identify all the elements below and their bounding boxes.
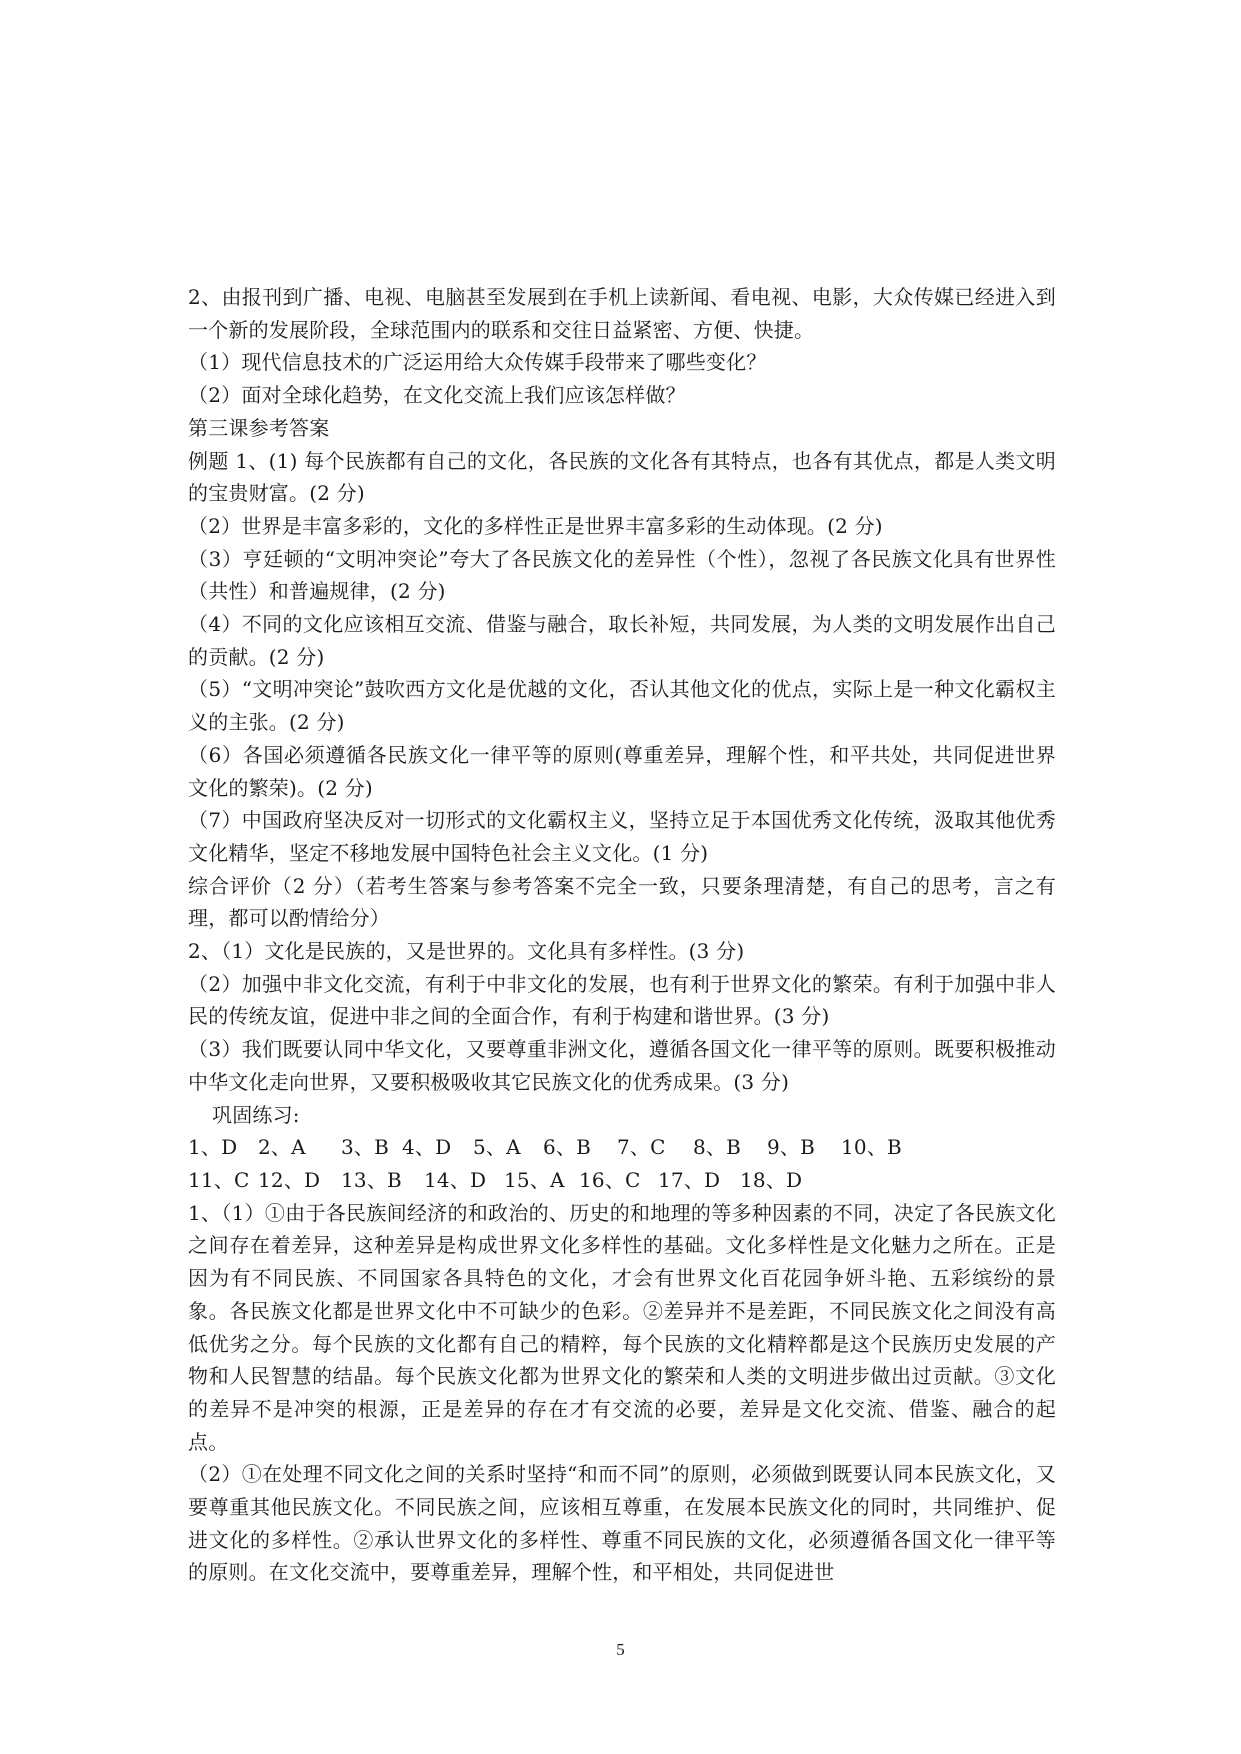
example-1-part-3: （3）亨廷顿的“文明冲突论”夸大了各民族文化的差异性（个性），忽视了各民族文化具有世界性（共性）和普遍规律，(2 分) xyxy=(188,546,1056,604)
mc-answer: 15、A xyxy=(504,1167,565,1192)
example-1-part-7: （7）中国政府坚决反对一切形式的文化霸权主义，坚持立足于本国优秀文化传统，汲取其他优秀文化精华，坚定不移地发展中国特色社会主义文化。(1 分) xyxy=(188,808,1056,865)
mc-answer: 4、D xyxy=(402,1135,452,1160)
example-1-part-2: （2）世界是丰富多彩的，文化的多样性正是世界丰富多彩的生动体现。(2 分) xyxy=(188,513,883,538)
mc-answer: 11、C xyxy=(188,1167,250,1192)
example-1-evaluation: 综合评价（2 分）（若考生答案与参考答案不完全一致，只要条理清楚，有自己的思考，言之有理，都可以酌情给分） xyxy=(188,873,1056,931)
answers-section-title: 第三课参考答案 xyxy=(188,415,330,440)
example-2-part-1: 2、（1）文化是民族的，又是世界的。文化具有多样性。(3 分) xyxy=(188,939,745,964)
mc-answer: 16、C xyxy=(579,1167,641,1192)
mc-answer: 2、A xyxy=(258,1135,306,1160)
document-body xyxy=(188,281,1056,1589)
question-2-sub-1: （1）现代信息技术的广泛运用给大众传媒手段带来了哪些变化？ xyxy=(188,350,767,375)
example-1-part-6: （6）各国必须遵循各民族文化一律平等的原则(尊重差异，理解个性，和平共处，共同促进世界文化的繁荣)。(2 分) xyxy=(188,742,1056,800)
page-number: 5 xyxy=(616,1640,625,1659)
mc-answer: 14、D xyxy=(424,1167,487,1192)
practice-title: 巩固练习: xyxy=(212,1102,300,1127)
mc-answer: 7、C xyxy=(617,1135,666,1160)
mc-answer: 5、A xyxy=(473,1135,521,1160)
mc-answer: 9、B xyxy=(767,1135,816,1160)
multiple-choice-row-1 xyxy=(188,1131,1056,1164)
mc-answer: 6、B xyxy=(543,1135,592,1160)
mc-answer: 17、D xyxy=(658,1167,721,1192)
example-1-part-4: （4）不同的文化应该相互交流、借鉴与融合，取长补短，共同发展，为人类的文明发展作出自己的贡献。(2 分) xyxy=(188,612,1056,669)
question-2-intro: 2、由报刊到广播、电视、电脑甚至发展到在手机上读新闻、看电视、电影，大众传媒已经进入到一个新的发展阶段，全球范围内的联系和交往日益紧密、方便、快捷。 xyxy=(188,285,1056,342)
example-2-part-2: （2）加强中非文化交流，有利于中非文化的发展，也有利于世界文化的繁荣。有利于加强中非人民的传统友谊，促进中非之间的全面合作，有利于构建和谐世界。(3 分) xyxy=(188,971,1056,1029)
example-2-part-3: （3）我们既要认同中华文化，又要尊重非洲文化，遵循各国文化一律平等的原则。既要积极推动中华文化走向世界，又要积极吸收其它民族文化的优秀成果。(3 分) xyxy=(188,1037,1056,1094)
mc-answer: 1、D xyxy=(188,1135,238,1160)
example-1-part-1: 例题 1、(1) 每个民族都有自己的文化，各民族的文化各有其特点，也各有其优点，都是人类文明的宝贵财富。(2 分) xyxy=(188,448,1057,506)
question-2-sub-2: （2）面对全球化趋势，在文化交流上我们应该怎样做？ xyxy=(188,383,686,408)
mc-answer: 18、D xyxy=(740,1167,803,1192)
mc-answer: 3、B xyxy=(341,1135,390,1160)
example-1-part-5: （5）“文明冲突论”鼓吹西方文化是优越的文化，否认其他文化的优点，实际上是一种文化霸权主义的主张。(2 分) xyxy=(188,677,1056,735)
mc-answer: 13、B xyxy=(341,1167,402,1192)
mc-answer: 10、B xyxy=(841,1135,902,1160)
mc-answer: 12、D xyxy=(258,1167,321,1192)
answer-1-part-2: （2）①在处理不同文化之间的关系时坚持“和而不同”的原则，必须做到既要认同本民族文化，又要尊重其他民族文化。不同民族之间，应该相互尊重，在发展本民族文化的同时，共同维护、促进文化的多样性。②承认世界文化的多样性、尊重不同民族的文化，必须遵循各国文化一律平等的原则。在文化交流中，要尊重差异，理解个性，和平相处，共同促进世 xyxy=(188,1462,1056,1585)
answer-1-part-1: 1、（1）①由于各民族间经济的和政治的、历史的和地理的等多种因素的不同，决定了各民族文化之间存在着差异，这种差异是构成世界文化多样性的基础。文化多样性是文化魅力之所在。正是因为有不同民族、不同国家各具特色的文化，才会有世界文化百花园争妍斗艳、五彩缤纷的景象。各民族文化都是世界文化中不可缺少的色彩。②差异并不是差距，不同民族文化之间没有高低优劣之分。每个民族的文化都有自己的精粹，每个民族的文化精粹都是这个民族历史发展的产物和人民智慧的结晶。每个民族文化都为世界文化的繁荣和人类的文明进步做出过贡献。③文化的差异不是冲突的根源，正是差异的存在才有交流的必要，差异是文化交流、借鉴、融合的起点。 xyxy=(188,1200,1056,1454)
multiple-choice-row-2 xyxy=(188,1164,1056,1197)
mc-answer: 8、B xyxy=(693,1135,742,1160)
